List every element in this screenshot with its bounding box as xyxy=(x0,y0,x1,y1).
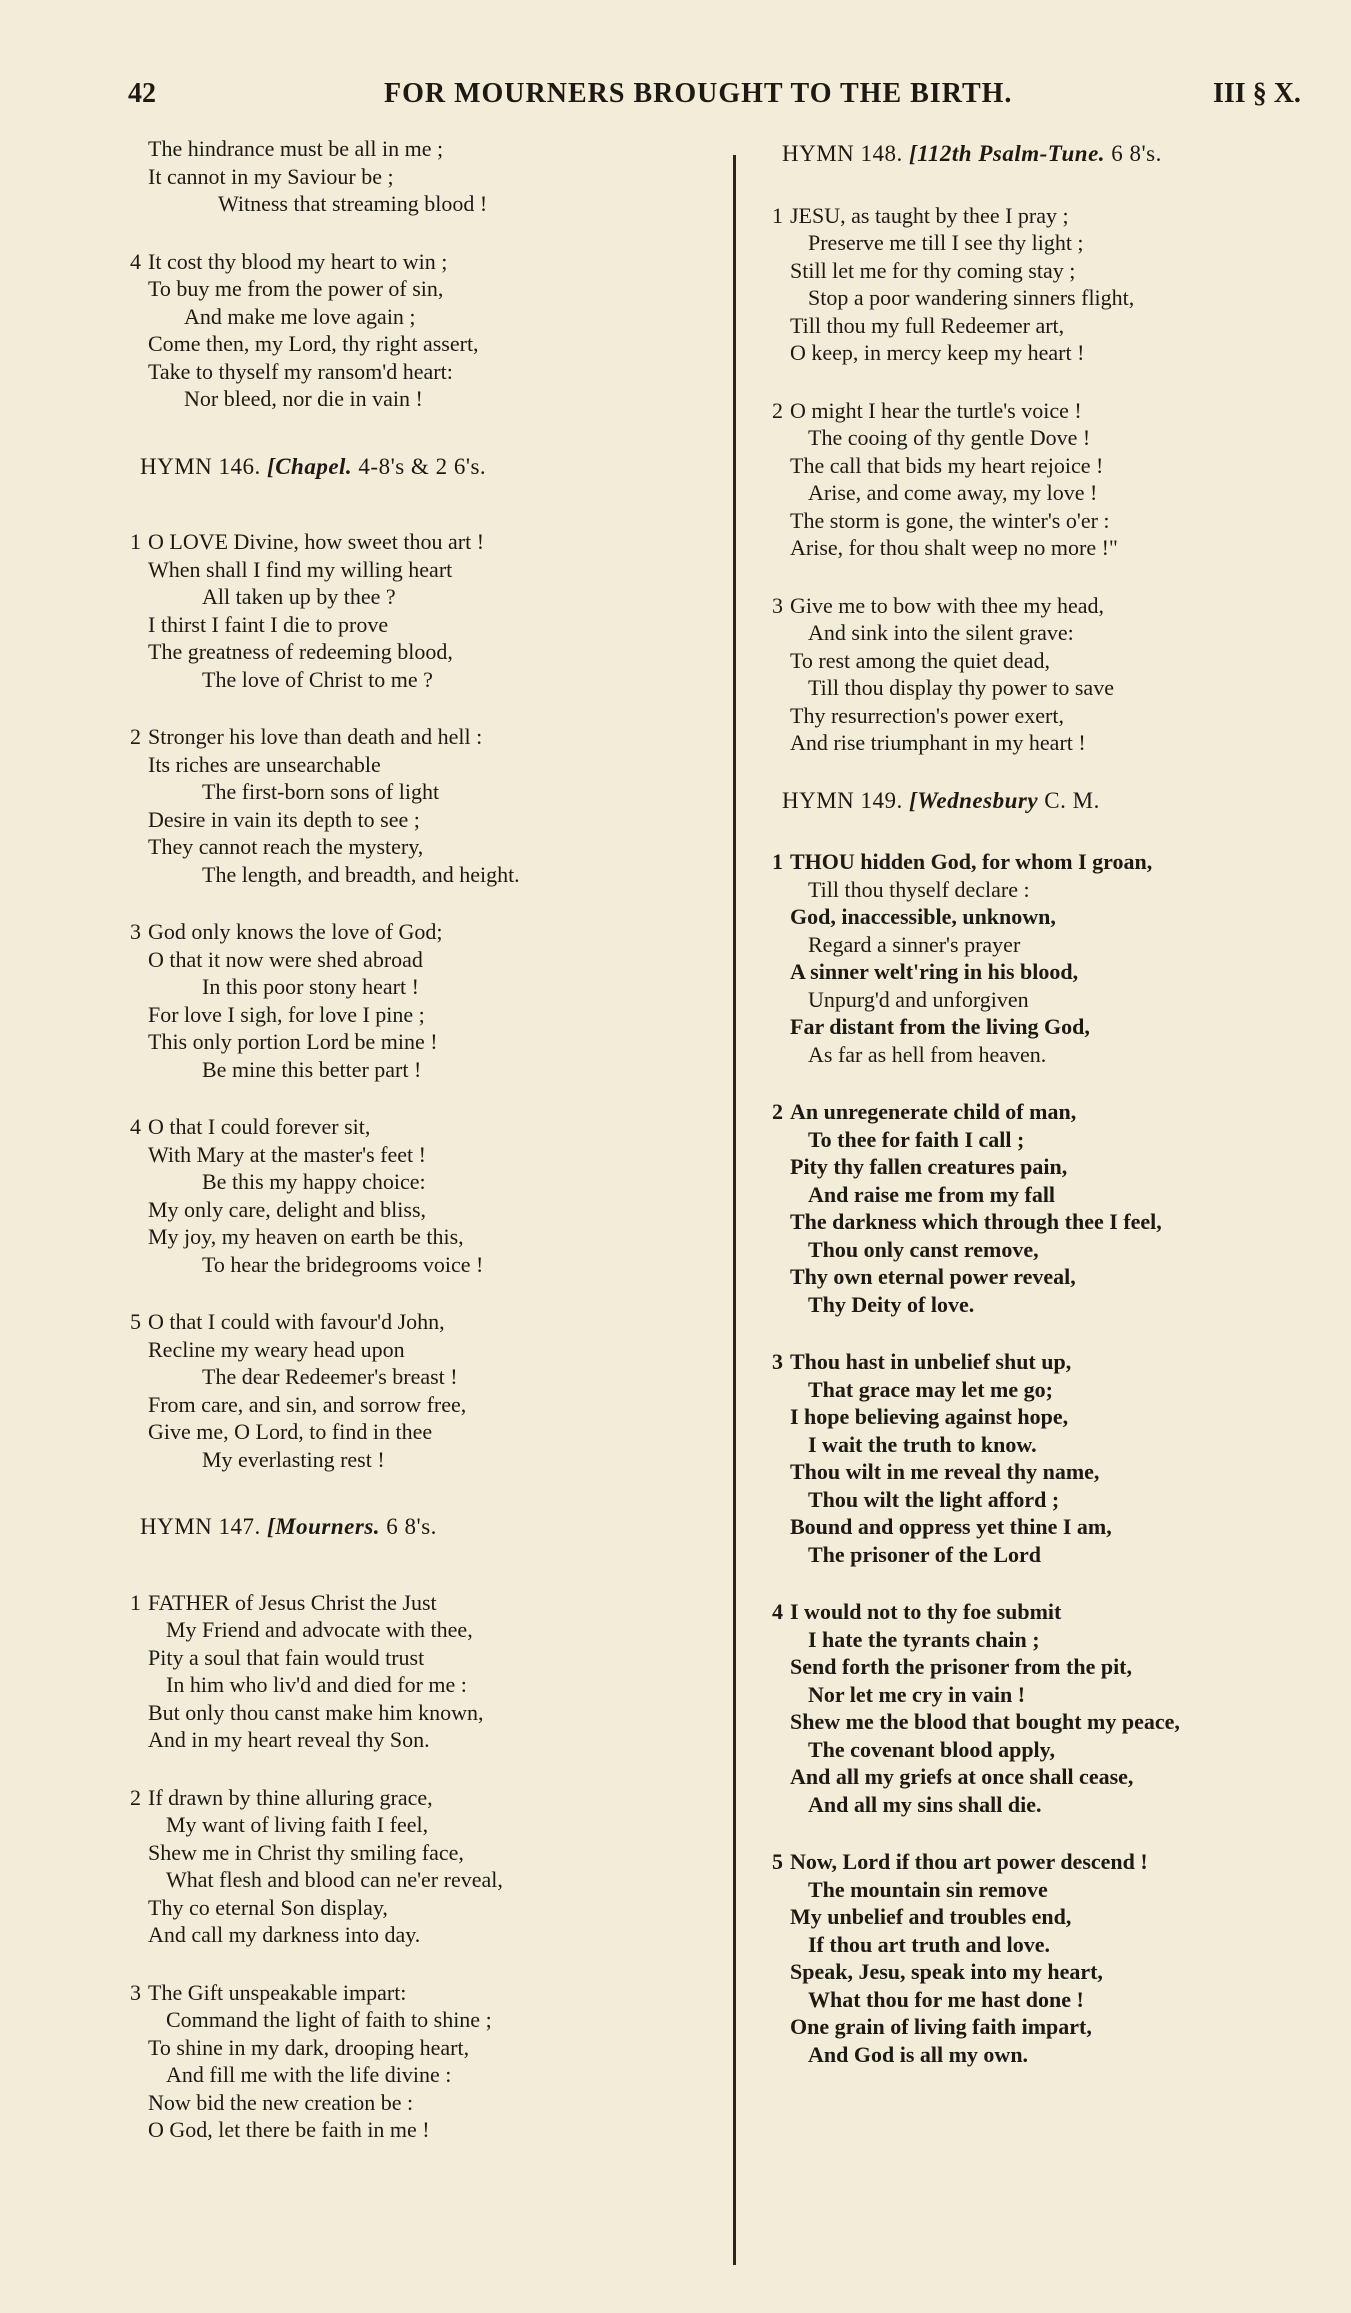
verse-line: To shine in my dark, drooping heart, xyxy=(148,2034,470,2060)
verse-row xyxy=(772,1181,1332,1209)
stanza-number: 5 xyxy=(130,1309,141,1334)
verse-line: Till thou my full Redeemer art, xyxy=(790,312,1065,338)
verse-line: To rest among the quiet dead, xyxy=(790,647,1050,673)
verse-line: They cannot reach the mystery, xyxy=(148,834,424,859)
verse-line: From care, and sin, and sorrow free, xyxy=(148,1391,467,1417)
verse-line: Thou wilt the light afford ; xyxy=(808,1486,1060,1512)
verse-row xyxy=(772,2041,1332,2069)
verse-row xyxy=(772,1903,1332,1931)
verse-row xyxy=(772,1013,1332,1041)
verse-row xyxy=(130,1446,730,1474)
hymn-heading xyxy=(140,453,730,481)
verse-row xyxy=(130,666,730,694)
verse-row xyxy=(130,2116,730,2144)
verse-line: Preserve me till I see thy light ; xyxy=(808,230,1084,255)
verse-row xyxy=(772,1153,1332,1181)
verse-line: O that it now were shed abroad xyxy=(148,946,423,972)
stanza xyxy=(130,1979,730,2144)
verse-row xyxy=(130,1418,730,1446)
running-header xyxy=(0,78,1351,118)
verse-row xyxy=(772,647,1332,675)
page-number: 42 xyxy=(128,78,156,109)
verse-row xyxy=(130,1308,730,1336)
verse-line: The mountain sin remove xyxy=(808,1876,1048,1902)
verse-row xyxy=(130,918,730,946)
verse-row xyxy=(772,702,1332,730)
verse-row xyxy=(130,2006,730,2034)
verse-line: Recline my weary head upon xyxy=(148,1336,405,1362)
verse-line: I thirst I faint I die to prove xyxy=(148,611,389,637)
verse-row xyxy=(772,1263,1332,1291)
verse-row xyxy=(772,1348,1332,1376)
verse-line: If drawn by thine alluring grace, xyxy=(148,1784,433,1810)
meter: 6 8's. xyxy=(1111,141,1162,166)
verse-row xyxy=(772,1958,1332,1986)
verse-row xyxy=(772,1098,1332,1126)
verse-line: Shew me in Christ thy smiling face, xyxy=(148,1839,464,1865)
verse-line: Take to thyself my ransom'd heart: xyxy=(148,358,453,384)
verse-line: Thy co eternal Son display, xyxy=(148,1894,388,1920)
stanza xyxy=(772,1848,1332,2068)
verse-row xyxy=(130,583,730,611)
verse-line: The prisoner of the Lord xyxy=(808,1541,1042,1567)
verse-line: And God is all my own. xyxy=(808,2041,1029,2067)
verse-line: Still let me for thy coming stay ; xyxy=(790,257,1076,283)
stanza-number: 3 xyxy=(130,1979,141,2005)
verse-row xyxy=(772,1848,1332,1876)
stanza-number: 4 xyxy=(130,248,141,274)
meter: C. M. xyxy=(1044,787,1100,813)
verse-line: It cost thy blood my heart to win ; xyxy=(148,248,448,274)
stanza xyxy=(130,723,730,888)
stanza xyxy=(772,1598,1332,1818)
verse-line: To thee for faith I call ; xyxy=(808,1126,1025,1152)
verse-line: Its riches are unsearchable xyxy=(148,751,381,777)
verse-line: I hate the tyrants chain ; xyxy=(808,1626,1040,1652)
verse-line: The covenant blood apply, xyxy=(808,1736,1055,1762)
stanza-number: 1 xyxy=(130,529,141,554)
tune-name: [Wednesbury xyxy=(909,787,1039,813)
verse-row xyxy=(130,1196,730,1224)
verse-row xyxy=(130,1726,730,1754)
hymn-heading xyxy=(140,1513,730,1541)
verse-row xyxy=(772,397,1332,425)
verse-line: And fill me with the life divine : xyxy=(166,2062,452,2087)
verse-line: One grain of living faith impart, xyxy=(790,2014,1092,2039)
verse-row xyxy=(772,1626,1332,1654)
verse-line: Send forth the prisoner from the pit, xyxy=(790,1654,1133,1679)
stanza xyxy=(130,528,730,693)
verse-row xyxy=(772,1126,1332,1154)
stanza xyxy=(772,397,1332,562)
verse-line: Thou only canst remove, xyxy=(808,1236,1039,1262)
hymn-number: HYMN 147. xyxy=(140,1514,261,1539)
verse-row xyxy=(772,202,1332,230)
verse-row xyxy=(130,1644,730,1672)
verse-line: Thy Deity of love. xyxy=(808,1291,975,1317)
verse-row xyxy=(772,1291,1332,1319)
verse-row xyxy=(772,1681,1332,1709)
verse-row xyxy=(130,1979,730,2007)
verse-row xyxy=(130,833,730,861)
verse-row xyxy=(130,1168,730,1196)
verse-line: The hindrance must be all in me ; xyxy=(148,136,444,161)
tune-name: [Mourners. xyxy=(267,1514,381,1539)
verse-line: My unbelief and troubles end, xyxy=(790,1904,1072,1929)
verse-line: Nor bleed, nor die in vain ! xyxy=(184,386,423,411)
hymn-146 xyxy=(130,453,730,1474)
verse-line: O God, let there be faith in me ! xyxy=(148,2117,430,2142)
verse-row xyxy=(130,1028,730,1056)
verse-row xyxy=(772,729,1332,757)
stanza xyxy=(772,848,1332,1068)
verse-line: The greatness of redeeming blood, xyxy=(148,639,453,664)
verse-line: Arise, and come away, my love ! xyxy=(808,480,1098,505)
verse-line: Desire in vain its depth to see ; xyxy=(148,806,420,832)
verse-row xyxy=(772,339,1332,367)
meter: 4-8's & 2 6's. xyxy=(358,453,487,479)
verse-row xyxy=(130,528,730,556)
verse-line: What flesh and blood can ne'er reveal, xyxy=(166,1867,503,1892)
verse-row xyxy=(130,946,730,974)
verse-line: But only thou canst make him known, xyxy=(148,1699,484,1725)
stanza-number: 3 xyxy=(772,1349,783,1374)
verse-line: Give me, O Lord, to find in thee xyxy=(148,1419,433,1444)
verse-line: To buy me from the power of sin, xyxy=(148,276,444,301)
verse-line: O that I could with favour'd John, xyxy=(148,1309,445,1334)
verse-line: Witness that streaming blood ! xyxy=(218,191,488,216)
verse-line: JESU, as taught by thee I pray ; xyxy=(790,202,1069,228)
verse-row xyxy=(130,1921,730,1949)
verse-line: And make me love again ; xyxy=(184,303,416,329)
verse-line: God, inaccessible, unknown, xyxy=(790,904,1056,929)
verse-line: And call my darkness into day. xyxy=(148,1922,421,1947)
stanza-number: 2 xyxy=(130,1784,141,1810)
verse-row xyxy=(772,986,1332,1014)
verse-line: And all my sins shall die. xyxy=(808,1791,1042,1817)
stanza-number: 1 xyxy=(772,849,783,874)
verse-line: My want of living faith I feel, xyxy=(166,1812,429,1837)
verse-line: God only knows the love of God; xyxy=(148,919,443,944)
stanza-number: 5 xyxy=(772,1849,783,1874)
verse-line: O might I hear the turtle's voice ! xyxy=(790,397,1082,423)
verse-row xyxy=(130,1616,730,1644)
verse-line: Thy own eternal power reveal, xyxy=(790,1264,1076,1289)
verse-row xyxy=(130,1811,730,1839)
verse-row xyxy=(130,2061,730,2089)
verse-row xyxy=(772,1986,1332,2014)
verse-row xyxy=(772,312,1332,340)
verse-line: I would not to thy foe submit xyxy=(790,1599,1062,1624)
verse-line: When shall I find my willing heart xyxy=(148,556,453,582)
verse-row xyxy=(772,284,1332,312)
verse-line: In this poor stony heart ! xyxy=(202,974,419,999)
verse-row xyxy=(130,1784,730,1812)
verse-line: Stronger his love than death and hell : xyxy=(148,724,483,749)
verse-row xyxy=(130,1056,730,1084)
verse-line: Thou wilt in me reveal thy name, xyxy=(790,1459,1100,1484)
verse-line: Regard a sinner's prayer xyxy=(808,931,1021,957)
verse-row xyxy=(130,1839,730,1867)
hymn-number: HYMN 149. xyxy=(782,787,903,813)
verse-line: Far distant from the living God, xyxy=(790,1014,1090,1039)
verse-line: Stop a poor wandering sinners flight, xyxy=(808,285,1135,310)
verse-line: And in my heart reveal thy Son. xyxy=(148,1727,430,1752)
verse-row xyxy=(772,507,1332,535)
stanza xyxy=(130,1589,730,1754)
verse-row xyxy=(772,931,1332,959)
verse-line: Pity thy fallen creatures pain, xyxy=(790,1154,1068,1179)
verse-line: The first-born sons of light xyxy=(202,779,440,804)
verse-line: FATHER of Jesus Christ the Just xyxy=(148,1589,437,1615)
verse-row xyxy=(130,723,730,751)
hymn-148 xyxy=(772,140,1332,757)
stanza xyxy=(130,248,730,413)
verse-row xyxy=(130,2034,730,2062)
verse-row xyxy=(772,1876,1332,1904)
verse-row xyxy=(772,1458,1332,1486)
verse-row xyxy=(772,1376,1332,1404)
verse-row xyxy=(130,638,730,666)
verse-line: Be mine this better part ! xyxy=(202,1056,422,1082)
verse-line: The dear Redeemer's breast ! xyxy=(202,1364,458,1389)
verse-line: Till thou thyself declare : xyxy=(808,876,1030,902)
verse-line: Come then, my Lord, thy right assert, xyxy=(148,331,479,356)
verse-line: The call that bids my heart rejoice ! xyxy=(790,452,1104,478)
verse-line: In him who liv'd and died for me : xyxy=(166,1672,467,1697)
verse-line: And rise triumphant in my heart ! xyxy=(790,730,1086,755)
verse-row xyxy=(772,1403,1332,1431)
tune-name: [Chapel. xyxy=(267,453,353,479)
hymn-number: HYMN 146. xyxy=(140,453,261,479)
verse-row xyxy=(772,424,1332,452)
hymn-147 xyxy=(130,1513,730,2144)
verse-row xyxy=(772,229,1332,257)
hymn-149 xyxy=(772,787,1332,2069)
left-column xyxy=(130,135,730,2174)
verse-line: What thou for me hast done ! xyxy=(808,1986,1084,2012)
stanza-number: 4 xyxy=(130,1114,141,1139)
verse-line: The cooing of thy gentle Dove ! xyxy=(808,425,1091,450)
verse-row xyxy=(772,1541,1332,1569)
verse-line: The Gift unspeakable impart: xyxy=(148,1979,407,2005)
verse-line: My everlasting rest ! xyxy=(202,1446,385,1472)
stanza-number: 1 xyxy=(130,1589,141,1615)
verse-row xyxy=(130,1866,730,1894)
stanza-number: 2 xyxy=(772,397,783,423)
verse-row xyxy=(130,1001,730,1029)
running-title: FOR MOURNERS BROUGHT TO THE BIRTH. xyxy=(384,78,1013,109)
continued-stanza xyxy=(130,135,730,218)
column-divider xyxy=(733,155,736,2265)
verse-line: Bound and oppress yet thine I am, xyxy=(790,1514,1112,1539)
stanza xyxy=(772,592,1332,757)
stanza xyxy=(130,1308,730,1473)
verse-row xyxy=(772,1598,1332,1626)
tune-name: [112th Psalm-Tune. xyxy=(909,141,1106,166)
stanza-number: 2 xyxy=(772,1099,783,1124)
verse-line: Till thou display thy power to save xyxy=(808,675,1114,700)
verse-line: The love of Christ to me ? xyxy=(202,666,433,692)
verse-row xyxy=(130,973,730,1001)
verse-line: Nor let me cry in vain ! xyxy=(808,1681,1026,1707)
verse-line: And all my griefs at once shall cease, xyxy=(790,1764,1134,1789)
verse-line: The storm is gone, the winter's o'er : xyxy=(790,507,1110,533)
verse-row xyxy=(130,2089,730,2117)
verse-row xyxy=(772,1708,1332,1736)
verse-line: My joy, my heaven on earth be this, xyxy=(148,1224,464,1249)
verse-row xyxy=(772,1763,1332,1791)
verse-row xyxy=(130,1223,730,1251)
verse-line: All taken up by thee ? xyxy=(202,584,396,609)
verse-line: A sinner welt'ring in his blood, xyxy=(790,959,1079,984)
verse-row xyxy=(130,1699,730,1727)
verse-line: I hope believing against hope, xyxy=(790,1404,1069,1429)
verse-row xyxy=(772,1431,1332,1459)
verse-row xyxy=(130,611,730,639)
verse-row xyxy=(772,1236,1332,1264)
verse-row xyxy=(772,1791,1332,1819)
verse-line: To hear the bridegrooms voice ! xyxy=(202,1251,484,1277)
verse-row xyxy=(772,1208,1332,1236)
right-column xyxy=(772,140,1332,2098)
verse-row xyxy=(772,592,1332,620)
meter: 6 8's. xyxy=(386,1514,437,1539)
verse-row xyxy=(772,479,1332,507)
verse-row xyxy=(772,1486,1332,1514)
verse-row xyxy=(130,1363,730,1391)
stanza xyxy=(772,1348,1332,1568)
verse-line: That grace may let me go; xyxy=(808,1376,1053,1402)
verse-row xyxy=(772,2013,1332,2041)
stanza-number: 3 xyxy=(772,592,783,618)
verse-row xyxy=(772,619,1332,647)
verse-line: THOU hidden God, for whom I groan, xyxy=(790,849,1153,874)
verse-row xyxy=(772,674,1332,702)
verse-line: Thou hast in unbelief shut up, xyxy=(790,1349,1072,1374)
verse-line: My Friend and advocate with thee, xyxy=(166,1617,473,1642)
verse-row xyxy=(772,1041,1332,1069)
hymn-heading xyxy=(782,140,1332,168)
stanza xyxy=(772,202,1332,367)
verse-line: Shew me the blood that bought my peace, xyxy=(790,1709,1180,1734)
verse-row xyxy=(130,1391,730,1419)
stanza xyxy=(130,1113,730,1278)
verse-line: This only portion Lord be mine ! xyxy=(148,1029,438,1054)
verse-line: And raise me from my fall xyxy=(808,1181,1056,1207)
verse-row xyxy=(130,778,730,806)
verse-line: If thou art truth and love. xyxy=(808,1931,1051,1957)
stanza xyxy=(130,1784,730,1949)
verse-row xyxy=(130,1336,730,1364)
verse-row xyxy=(130,751,730,779)
verse-line: Be this my happy choice: xyxy=(202,1169,426,1194)
verse-line: The length, and breadth, and height. xyxy=(202,861,520,887)
hymn-heading xyxy=(782,787,1332,815)
stanza-number: 1 xyxy=(772,202,783,228)
stanza xyxy=(772,1098,1332,1318)
verse-row xyxy=(772,452,1332,480)
verse-row xyxy=(772,1653,1332,1681)
verse-line: And sink into the silent grave: xyxy=(808,620,1074,645)
verse-line: I wait the truth to know. xyxy=(808,1431,1037,1457)
verse-row xyxy=(772,958,1332,986)
verse-line: O keep, in mercy keep my heart ! xyxy=(790,340,1085,365)
verse-row xyxy=(772,848,1332,876)
stanza xyxy=(130,918,730,1083)
verse-line: My only care, delight and bliss, xyxy=(148,1196,427,1222)
verse-line: For love I sigh, for love I pine ; xyxy=(148,1001,425,1027)
verse-line: Command the light of faith to shine ; xyxy=(166,2007,492,2032)
verse-line: It cannot in my Saviour be ; xyxy=(148,163,394,189)
verse-row xyxy=(130,1671,730,1699)
stanza-number: 3 xyxy=(130,919,141,944)
verse-row xyxy=(130,1113,730,1141)
verse-line: Unpurg'd and unforgiven xyxy=(808,986,1029,1012)
verse-row xyxy=(772,1736,1332,1764)
verse-row xyxy=(130,861,730,889)
verse-line: Give me to bow with thee my head, xyxy=(790,592,1105,618)
verse-row xyxy=(130,1251,730,1279)
verse-line: O that I could forever sit, xyxy=(148,1114,371,1139)
verse-line: Speak, Jesu, speak into my heart, xyxy=(790,1959,1103,1984)
stanza-number: 4 xyxy=(772,1599,783,1624)
verse-row xyxy=(772,534,1332,562)
verse-line: Pity a soul that fain would trust xyxy=(148,1644,425,1670)
verse-line: With Mary at the master's feet ! xyxy=(148,1141,426,1167)
verse-row xyxy=(130,1894,730,1922)
verse-row xyxy=(772,876,1332,904)
verse-line: Now, Lord if thou art power descend ! xyxy=(790,1849,1148,1874)
verse-row xyxy=(772,903,1332,931)
verse-line: The darkness which through thee I feel, xyxy=(790,1209,1162,1234)
verse-row xyxy=(130,556,730,584)
verse-row xyxy=(772,257,1332,285)
verse-line: As far as hell from heaven. xyxy=(808,1041,1047,1067)
section-mark: III § X. xyxy=(1213,78,1301,109)
verse-row xyxy=(130,806,730,834)
verse-line: Now bid the new creation be : xyxy=(148,2089,414,2115)
verse-line: An unregenerate child of man, xyxy=(790,1099,1077,1124)
hymn-number: HYMN 148. xyxy=(782,141,903,166)
verse-row xyxy=(772,1931,1332,1959)
stanza-number: 2 xyxy=(130,724,141,749)
verse-line: Arise, for thou shalt weep no more !" xyxy=(790,535,1118,560)
verse-row xyxy=(130,1141,730,1169)
verse-line: O LOVE Divine, how sweet thou art ! xyxy=(148,529,485,554)
verse-row xyxy=(130,1589,730,1617)
verse-line: Thy resurrection's power exert, xyxy=(790,702,1064,728)
verse-row xyxy=(772,1513,1332,1541)
